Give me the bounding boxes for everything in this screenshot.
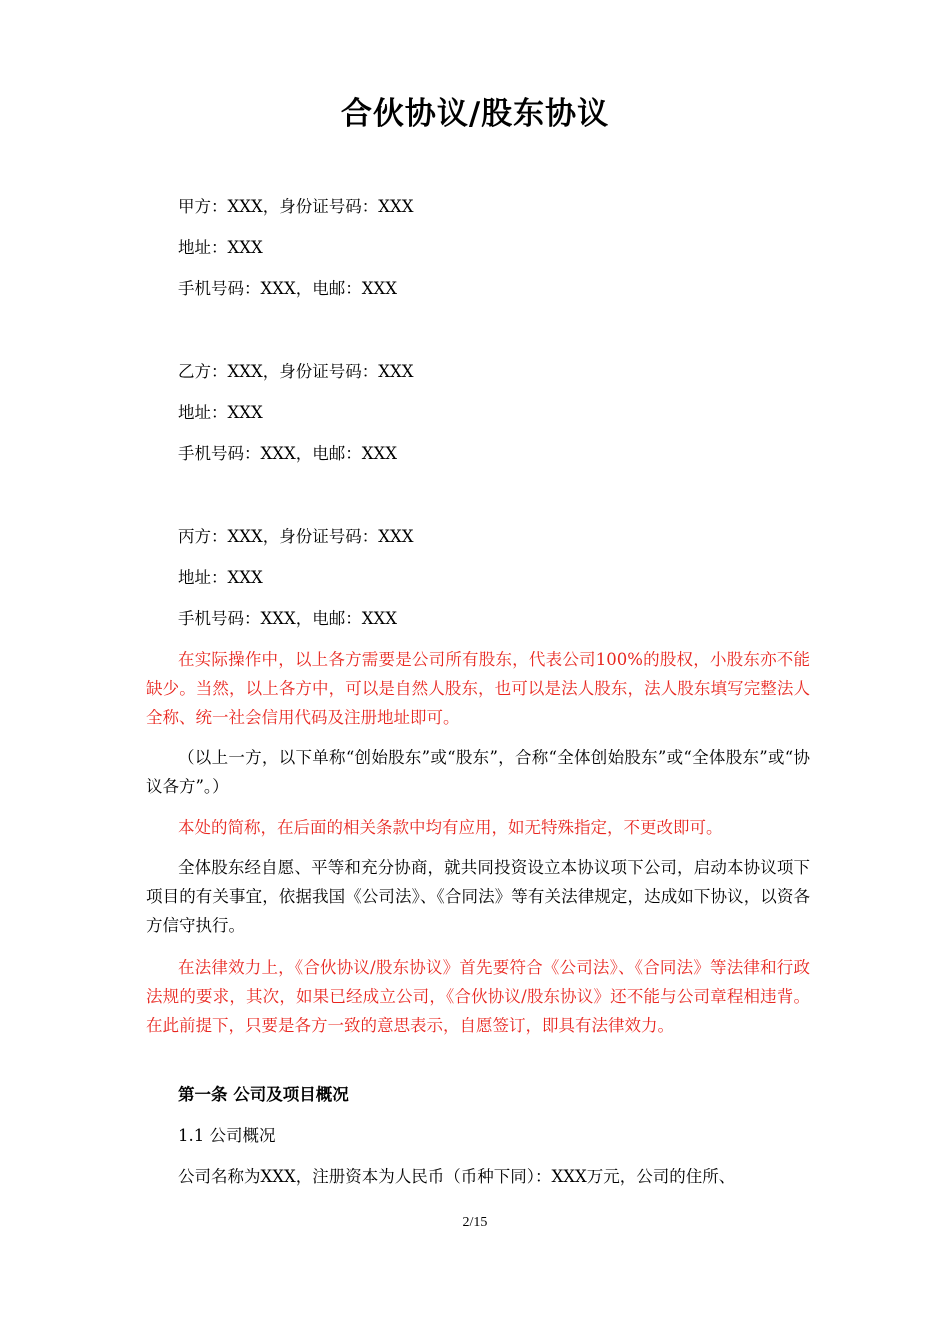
page-number: 2/15 <box>462 1215 488 1230</box>
definition-paragraph: （以上一方，以下单称“创始股东”或“股东”，合称“全体创始股东”或“全体股东”或“协议各方”。） <box>146 748 810 796</box>
preamble-paragraph: 全体股东经自愿、平等和充分协商，就共同投资设立本协议项下公司，启动本协议项下项目的有关事宜，依据我国《公司法》、《合同法》等有关法律规定，达成如下协议，以资各方信守执行。 <box>146 858 810 935</box>
party-b-id-line: 乙方：XXX，身份证号码：XXX <box>178 362 414 381</box>
party-a-address-line: 地址：XXX <box>178 238 263 257</box>
party-c-contact-line: 手机号码：XXX，电邮：XXX <box>178 609 397 628</box>
party-a-contact-line: 手机号码：XXX，电邮：XXX <box>178 279 397 298</box>
party-b-address-line: 地址：XXX <box>178 403 263 422</box>
section-1-1-heading: 1.1 公司概况 <box>178 1126 276 1145</box>
company-overview-text: 公司名称为XXX，注册资本为人民币（币种下同）：XXX万元，公司的住所、 <box>178 1167 736 1186</box>
note-shareholders: 在实际操作中，以上各方需要是公司所有股东，代表公司100%的股权，小股东亦不能缺少。当然，以上各方中，可以是自然人股东，也可以是法人股东，法人股东填写完整法人全称、统一社会信用代码及注册地址即可。 <box>146 650 810 727</box>
article-1-heading: 第一条 公司及项目概况 <box>178 1085 349 1104</box>
party-b-contact-line: 手机号码：XXX，电邮：XXX <box>178 444 397 463</box>
party-a-id-line: 甲方：XXX，身份证号码：XXX <box>178 197 414 216</box>
party-c-id-line: 丙方：XXX，身份证号码：XXX <box>178 527 414 546</box>
note-abbreviation: 本处的简称，在后面的相关条款中均有应用，如无特殊指定，不更改即可。 <box>178 818 723 837</box>
note-legal-effect: 在法律效力上，《合伙协议/股东协议》首先要符合《公司法》、《合同法》等法律和行政法规的要求，其次，如果已经成立公司，《合伙协议/股东协议》还不能与公司章程相违背。在此前提下，只要是各方一致的意思表示，自愿签订，即具有法律效力。 <box>146 958 810 1035</box>
document-title: 合伙协议/股东协议 <box>340 96 610 132</box>
party-c-address-line: 地址：XXX <box>178 568 263 587</box>
